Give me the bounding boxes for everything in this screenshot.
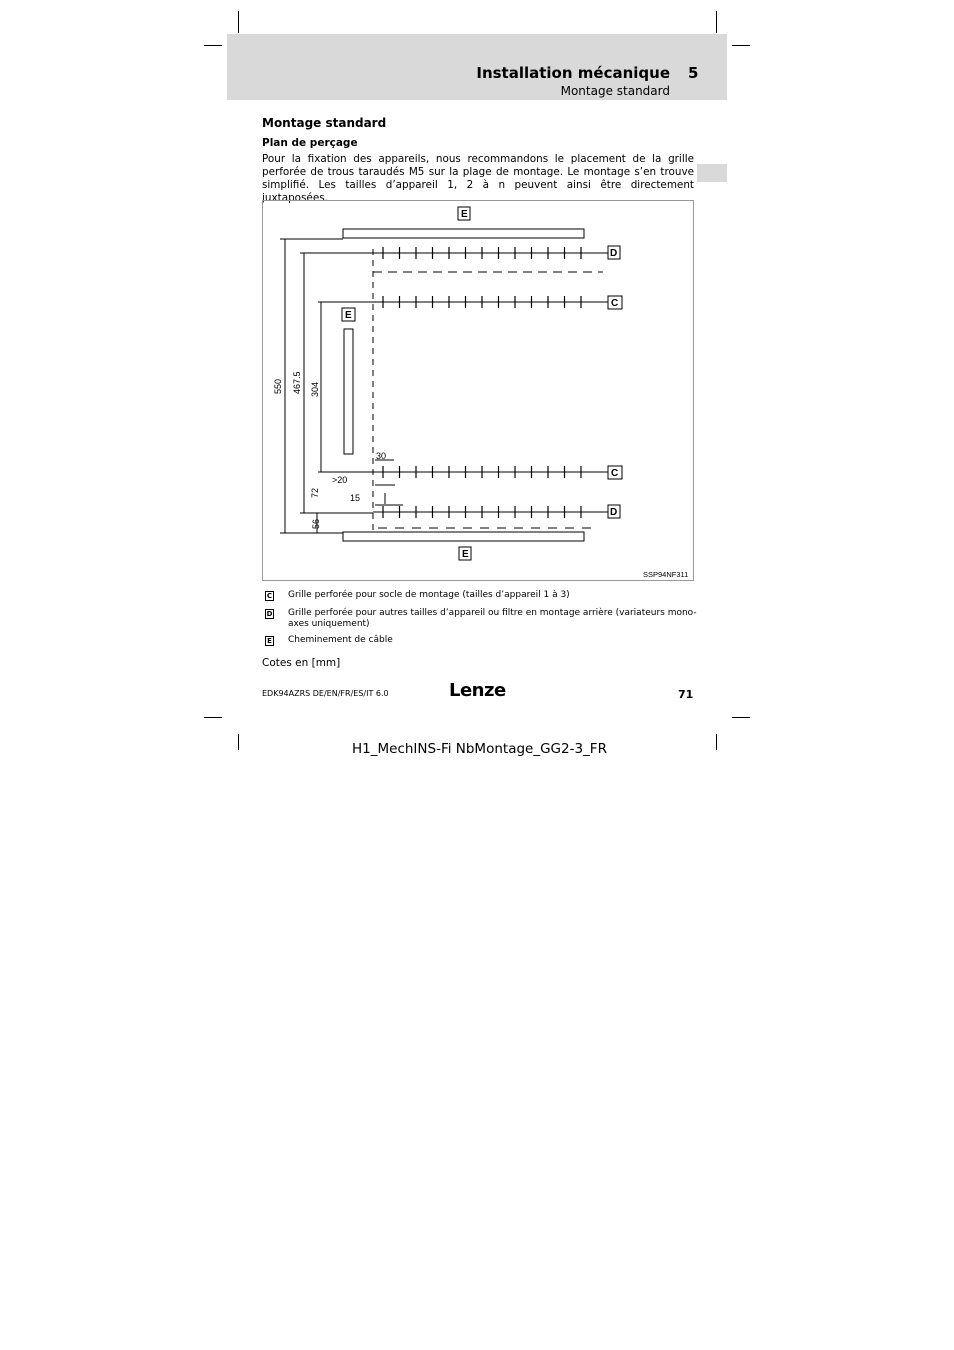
chapter-title: Installation mécanique: [476, 64, 670, 82]
label-e-bottom: E: [462, 549, 469, 560]
chapter-subtitle: Montage standard: [560, 84, 670, 98]
section-subtitle: Plan de perçage: [262, 137, 358, 149]
label-e-mid: E: [345, 310, 352, 321]
label-d-bottom: D: [610, 507, 618, 518]
label-c-top: C: [611, 298, 619, 309]
cable-duct-top: [343, 229, 584, 238]
file-identifier: H1_MechINS-Fi NbMontage_GG2-3_FR: [352, 741, 607, 757]
legend-key: D: [266, 610, 273, 618]
crop-mark: [238, 11, 239, 33]
chapter-number: 5: [688, 64, 699, 82]
figure-ref: SSP94NF311: [643, 570, 689, 579]
dim-72: 72: [310, 487, 320, 498]
crop-mark: [204, 45, 222, 46]
page-number: 71: [678, 688, 694, 701]
crop-mark: [716, 734, 717, 750]
legend-key: C: [266, 592, 273, 600]
crop-mark: [238, 734, 239, 750]
dim-20: >20: [332, 475, 348, 485]
legend-key: E: [265, 636, 274, 646]
label-d-top: D: [610, 248, 618, 259]
drilling-plan-figure: [262, 200, 694, 581]
label-e-top: E: [461, 209, 468, 220]
dim-304: 304: [310, 381, 320, 397]
crop-mark: [732, 717, 750, 718]
dim-467: 467.5: [292, 371, 302, 394]
label-c-bottom: C: [611, 468, 619, 479]
lenze-logo: Lenze: [449, 680, 506, 701]
cable-duct-bottom: [343, 532, 584, 541]
dim-30: 30: [376, 451, 387, 461]
dim-15: 15: [350, 493, 361, 503]
intro-paragraph: Pour la fixation des appareils, nous recommandons le placement de la grille perforée de trous taraudés M5 sur la plage de montage. Le montage s’en trouve simplifié. Les tailles d’appareil 1, 2 à n peuvent ainsi être directement juxtaposées.: [262, 153, 694, 204]
crop-mark: [204, 717, 222, 718]
crop-mark: [732, 45, 750, 46]
drilling-plan-drawing: [263, 201, 695, 582]
legend-text: Cheminement de câble: [288, 635, 393, 645]
crop-mark: [716, 11, 717, 33]
section-title: Montage standard: [262, 116, 387, 130]
dim-550: 550: [273, 378, 283, 394]
dim-56: 56: [311, 518, 321, 529]
document-id: EDK94AZRS DE/EN/FR/ES/IT 6.0: [262, 689, 389, 698]
legend-text: Grille perforée pour autres tailles d’appareil ou filtre en montage arrière (variateurs mono-axes uniquement): [288, 608, 697, 629]
cable-duct-vertical: [344, 329, 353, 454]
legend-text: Grille perforée pour socle de montage (tailles d’appareil 1 à 3): [288, 590, 570, 600]
chapter-tab: [697, 164, 727, 182]
units-note: Cotes en [mm]: [262, 657, 341, 669]
